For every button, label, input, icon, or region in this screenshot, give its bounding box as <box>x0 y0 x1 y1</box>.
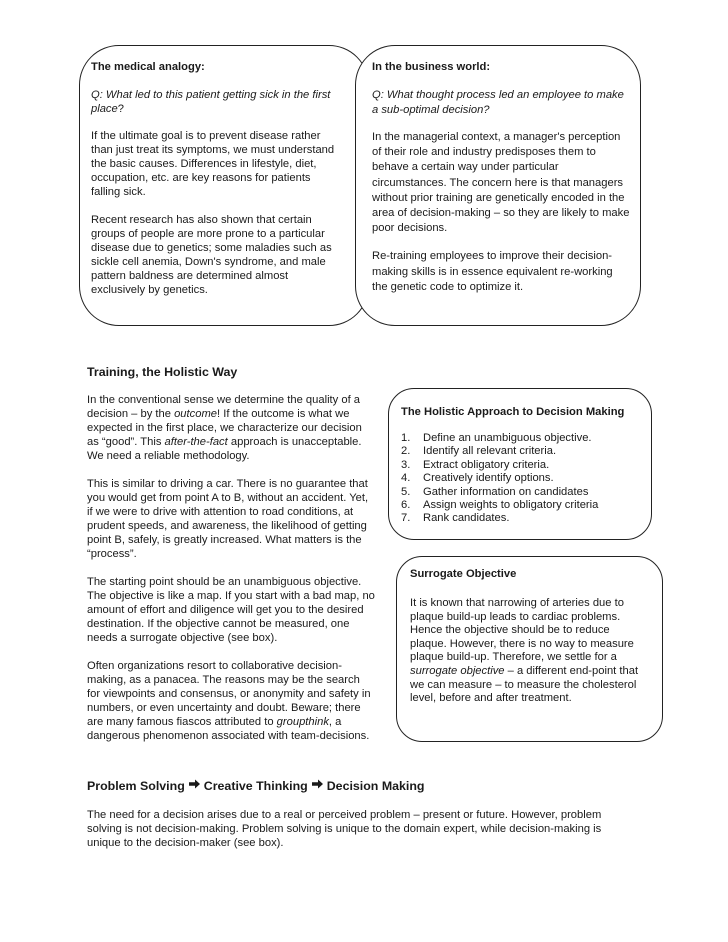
business-world-content <box>372 60 630 295</box>
medical-para-2: Recent research has also shown that certain groups of people are more prone to a particular disease due to genetics; some maladies such as sickle cell anemia, Down's syndrome, and male pattern baldness are determined almost exclusively by genetics. <box>91 214 332 296</box>
holistic-steps-list <box>401 432 646 526</box>
surrogate-para-a: It is known that narrowing of arteries due to plaque build-up leads to cardiac problems. Hence the objective should be to reduce plaque. However, there is no way to measure plaque build-up. Therefore, we settle for a <box>410 597 634 664</box>
holistic-step-number: 7. <box>401 512 411 525</box>
training-para-2: This is similar to driving a car. There is no guarantee that you would get from point A to B, without an accident. Yet, if we were to drive with attention to road conditions, at prudent speeds, and awareness, the likelihood of getting point B, safely, is greatly increased. What matters is the “process”. <box>87 478 369 560</box>
surrogate-para-b: – a different end-point that we can measure – to measure the cholesterol level, before and after treatment. <box>410 664 639 705</box>
problem-solving-heading <box>87 779 425 793</box>
training-para-3: The starting point should be an unambiguous objective. The objective is like a map. If you start with a bad map, no amount of effort and diligence will get you to the desired destination. If the objective cannot be measured, one needs a surrogate objective (see box). <box>87 576 375 644</box>
holistic-step-text: Extract obligatory criteria. <box>423 458 550 471</box>
medical-analogy-title: The medical analogy: <box>91 61 205 73</box>
surrogate-para-em: surrogate objective <box>410 664 505 677</box>
training-para-1-em-after: after-the-fact <box>164 436 228 448</box>
holistic-step <box>401 445 646 458</box>
holistic-step-text: Gather information on candidates <box>423 485 589 498</box>
holistic-step-text: Identify all relevant criteria. <box>423 445 557 458</box>
training-para-4-a: Often organizations resort to collaborative decision-making, as a panacea. The reasons may be the search for viewpoints and consensus, or anonymity and safety in numbers, or even uncertainty and doubt. Beware; there are many famous fiascos attributed to <box>87 660 371 728</box>
holistic-step <box>401 499 646 512</box>
holistic-step-number: 1. <box>401 432 411 444</box>
training-para-4-b: , a dangerous phenomenon associated with team-decisions. <box>87 716 370 742</box>
business-para-2: Re-training employees to improve their decision-making skills is in essence equivalent re-working the genetic code to optimize it. <box>372 250 613 293</box>
medical-question-mark: ? <box>117 103 124 115</box>
medical-para-1: If the ultimate goal is to prevent disease rather than just treat its symptoms, we must understand the basic causes. Differences in lifestyle, diet, occupation, etc. are key reasons for patients falling sick. <box>91 130 335 198</box>
holistic-step <box>401 472 646 485</box>
training-para-1-b: ! If the outcome is what we expected in the first place, we characterize our decision as “good”. This <box>87 408 362 448</box>
training-para-1 <box>87 393 375 463</box>
holistic-step-number: 5. <box>401 485 411 498</box>
training-para-1-em-outcome: outcome <box>174 408 217 420</box>
training-para-1-c: approach is unacceptable. We need a reliable methodology. <box>87 436 362 462</box>
business-world-title: In the business world: <box>372 61 491 73</box>
holistic-step-text: Define an unambiguous objective. <box>423 432 592 444</box>
right-arrow-icon <box>189 779 200 792</box>
holistic-step-number: 6. <box>401 499 411 512</box>
surrogate-objective-content <box>410 567 646 706</box>
holistic-step <box>401 486 646 499</box>
heading-creative-thinking: Creative Thinking <box>203 779 308 793</box>
holistic-step <box>401 512 646 525</box>
training-para-4 <box>87 659 375 743</box>
holistic-step <box>401 432 646 445</box>
holistic-step-number: 2. <box>401 445 411 458</box>
medical-question-text: Q: What led to this patient getting sick in the first place <box>91 89 331 115</box>
holistic-approach-title: The Holistic Approach to Decision Making <box>401 406 625 418</box>
right-arrow-icon <box>312 779 323 792</box>
holistic-step-text: Rank candidates. <box>423 512 510 525</box>
training-para-1-a: In the conventional sense we determine the quality of a decision – by the <box>87 394 361 420</box>
problem-solving-para: The need for a decision arises due to a real or perceived problem – present or future. However, problem solving is not decision-making. Problem solving is unique to the domain expert, while decision-making is unique to the decision-maker (see box). <box>87 809 602 849</box>
holistic-step-text: Assign weights to obligatory criteria <box>423 499 599 512</box>
holistic-step-number: 3. <box>401 458 411 471</box>
medical-analogy-content <box>91 60 339 297</box>
training-heading: Training, the Holistic Way <box>87 365 238 379</box>
heading-decision-making: Decision Making <box>326 779 425 793</box>
holistic-step <box>401 459 646 472</box>
training-column <box>87 393 375 743</box>
holistic-step-number: 4. <box>401 472 411 485</box>
holistic-step-text: Creatively identify options. <box>423 472 554 485</box>
medical-question <box>91 88 339 116</box>
heading-problem-solving: Problem Solving <box>87 779 185 793</box>
training-para-4-em: groupthink <box>276 716 329 728</box>
holistic-approach-content <box>401 405 646 526</box>
surrogate-objective-title: Surrogate Objective <box>410 568 517 580</box>
business-para-1: In the managerial context, a manager's perception of their role and industry predisposes them to behave a certain way under particular circumstances. The concern here is that managers without prior training are genetically encoded in the area of decision-making – so they are likely to make poor decisions. <box>372 131 630 235</box>
surrogate-objective-para <box>410 597 646 706</box>
business-question: Q: What thought process led an employee to make a sub-optimal decision? <box>372 89 624 116</box>
